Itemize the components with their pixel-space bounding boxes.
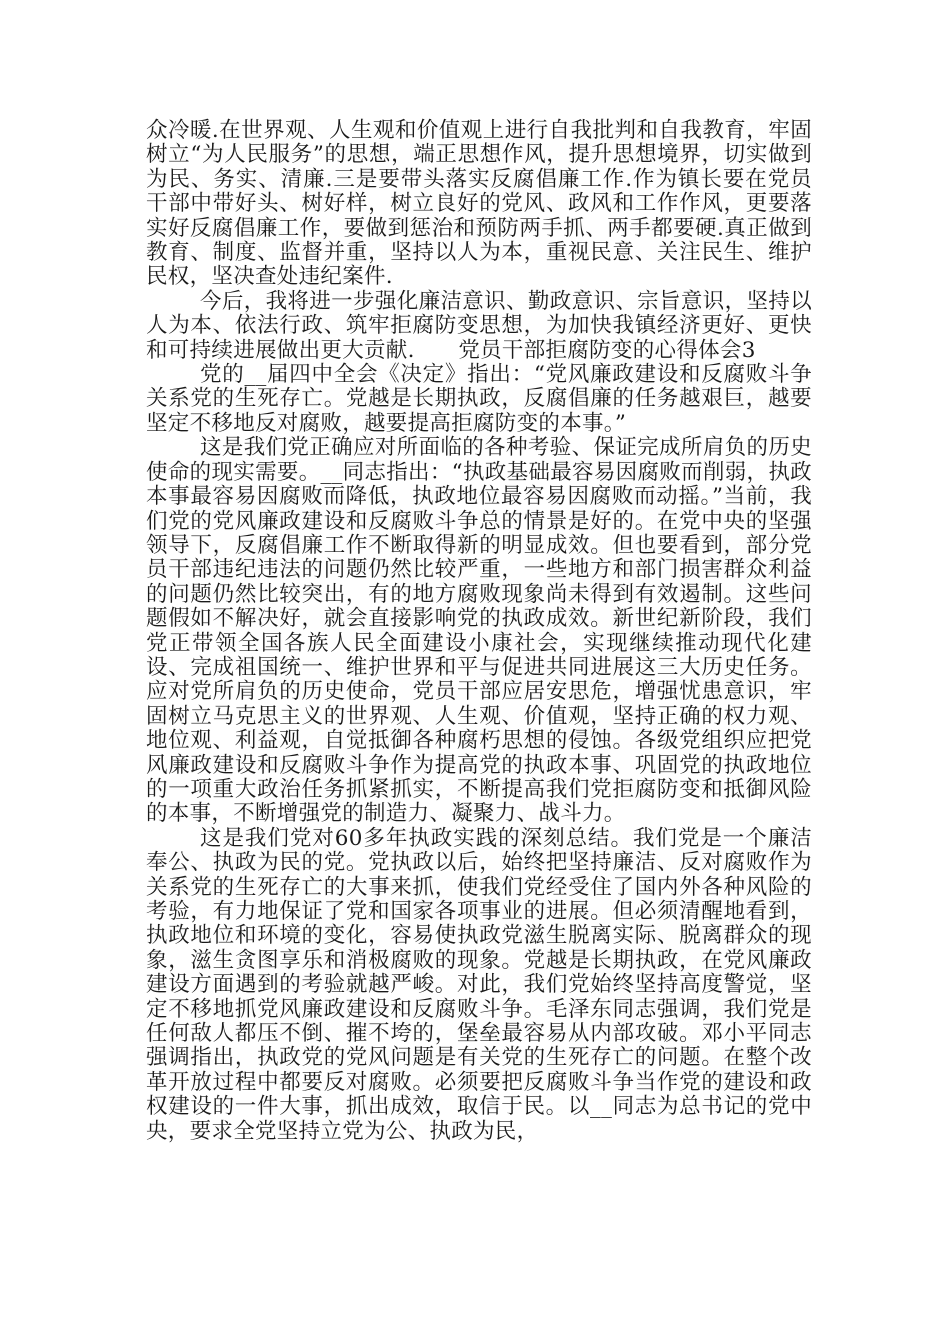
paragraph-1: 众冷暖.在世界观、人生观和价值观上进行自我批判和自我教育，牢固树立“为人民服务”的思想，端正思想作风，提升思想境界，切实做到为民、务实、清廉.三是要带头落实反腐倡廉工作.作为镇长要在党员干部中带好头、树好样，树立良好的党风、政风和工作作风，更要落实好反腐倡廉工作，要做到惩治和预防两手抓、两手都要硬.真正做到教育、制度、监督并重，坚持以人为本，重视民意、关注民生、维护民权，坚决查处违纪案件. xyxy=(146,118,812,290)
paragraph-3: 党的__届四中全会《决定》指出：“党风廉政建设和反腐败斗争关系党的生死存亡。党越是长期执政，反腐倡廉的任务越艰巨，越要坚定不移地反对腐败，越要提高拒腐防变的本事。” xyxy=(146,362,812,436)
paragraph-2: 今后，我将进一步强化廉洁意识、勤政意识、宗旨意识，坚持以人为本、依法行政、筑牢拒腐防变思想，为加快我镇经济更好、更快和可持续进展做出更大贡献. 党员干部拒腐防变的心得体会3 xyxy=(146,288,812,363)
paragraph-5: 这是我们党对60多年执政实践的深刻总结。我们党是一个廉洁奉公、执政为民的党。党执政以后，始终把坚持廉洁、反对腐败作为关系党的生死存亡的大事来抓，使我们党经受住了国内外各种风险的考验，有力地保证了党和国家各项事业的进展。但必须清醒地看到，执政地位和环境的变化，容易使执政党滋生脱离实际、脱离群众的现象，滋生贪图享乐和消极腐败的现象。党越是长期执政，在党风廉政建设方面遇到的考验就越严峻。对此，我们党始终坚持高度警觉，坚定不移地抓党风廉政建设和反腐败斗争。毛泽东同志强调，我们党是任何敌人都压不倒、摧不垮的，堡垒最容易从内部攻破。邓小平同志强调指出，执政党的党风问题是有关党的生死存亡的问题。在整个改革开放过程中都要反对腐败。必须要把反腐败斗争当作党的建设和政权建设的一件大事，抓出成效，取信于民。以__同志为总书记的党中央，要求全党坚持立党为公、执政为民， xyxy=(146,825,812,1144)
paragraph-4: 这是我们党正确应对所面临的各种考验、保证完成所肩负的历史使命的现实需要。__同志指出：“执政基础最容易因腐败而削弱，执政本事最容易因腐败而降低，执政地位最容易因腐败而动摇。”当前，我们党的党风廉政建设和反腐败斗争总的情景是好的。在党中央的坚强领导下，反腐倡廉工作不断取得新的明显成效。但也要看到，部分党员干部违纪违法的问题仍然比较严重，一些地方和部门损害群众利益的问题仍然比较突出，有的地方腐败现象尚未得到有效遏制。这些问题假如不解决好，就会直接影响党的执政成效。新世纪新阶段，我们党正带领全国各族人民全面建设小康社会，实现继续推动现代化建设、完成祖国统一、维护世界和平与促进共同进展这三大历史任务。应对党所肩负的历史使命，党员干部应居安思危，增强忧患意识，牢固树立马克思主义的世界观、人生观、价值观，坚持正确的权力观、地位观、利益观，自觉抵御各种腐朽思想的侵蚀。各级党组织应把党风廉政建设和反腐败斗争作为提高党的执政本事、巩固党的执政地位的一项重大政治任务抓紧抓实，不断提高我们党拒腐防变和抵御风险的本事，不断增强党的制造力、凝聚力、战斗力。 xyxy=(146,435,812,827)
document-body xyxy=(146,119,812,1144)
